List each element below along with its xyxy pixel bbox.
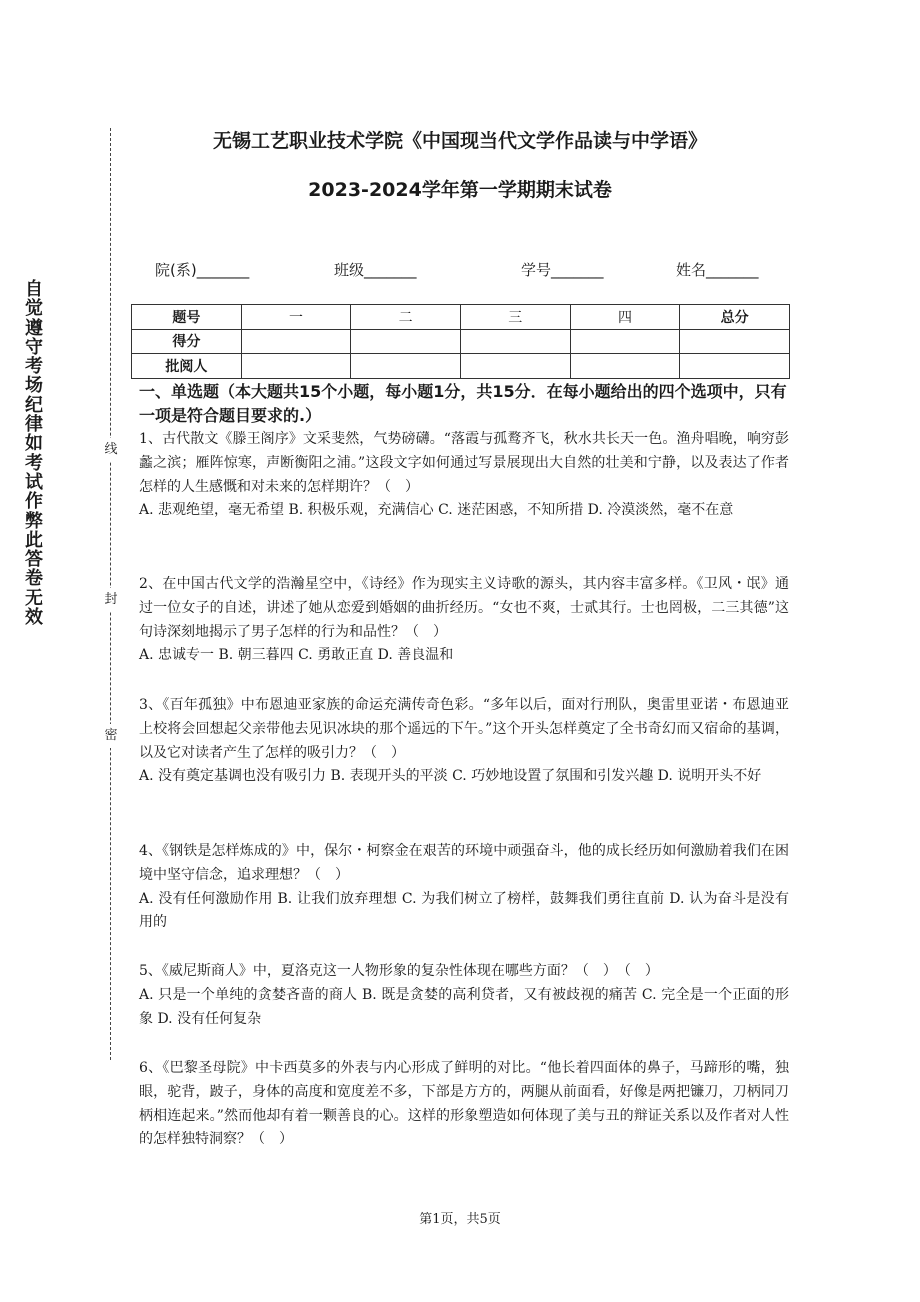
score-table-header-row xyxy=(132,305,790,330)
header-cell-question-no: 题号 xyxy=(132,305,242,330)
score-cell[interactable] xyxy=(570,329,680,354)
score-cell[interactable] xyxy=(241,329,351,354)
question-stem: 2、在中国古代文学的浩瀚星空中，《诗经》作为现实主义诗歌的源头，其内容丰富多样。《卫风・氓》通过一位女子的自述，讲述了她从恋爱到婚姻的曲折经历。“女也不爽，士贰其行。士也罔极，二三其德”这句诗深刻地揭示了男子怎样的行为和品性？（ ） xyxy=(139,576,789,640)
question-options: A. 悲观绝望，毫无希望 B. 积极乐观，充满信心 C. 迷茫困惑，不知所措 D. 冷漠淡然，毫不在意 xyxy=(139,502,734,519)
header-cell-total: 总分 xyxy=(680,305,790,330)
reviewer-row xyxy=(132,354,790,379)
question-stem: 6、《巴黎圣母院》中卡西莫多的外表与内心形成了鲜明的对比。“他长着四面体的鼻子，马蹄形的嘴，独眼，驼背，跛子，身体的高度和宽度差不多，下部是方方的，两腿从前面看，好像是两把镰刀，刀柄同刀柄相连起来。”然而他却有着一颗善良的心。这样的形象塑造如何体现了美与丑的辩证关系以及作者对人性的怎样独特洞察？（ ） xyxy=(139,1060,789,1148)
page-number: 第1页，共5页 xyxy=(419,1212,501,1227)
cut-label-seal: 封 xyxy=(104,588,118,612)
question-stem: 1、古代散文《滕王阁序》文采斐然，气势磅礴。“落霞与孤鹜齐飞，秋水共长天一色。渔舟唱晚，响穷彭蠡之滨；雁阵惊寒，声断衡阳之浦。”这段文字如何通过写景展现出大自然的壮美和宁静，以及表达了作者怎样的人生感慨和对未来的怎样期许？（ ） xyxy=(139,431,789,495)
score-cell[interactable] xyxy=(351,329,461,354)
cut-label-secret: 密 xyxy=(104,724,118,748)
question-options: A. 没有任何激励作用 B. 让我们放弃理想 C. 为我们树立了榜样，鼓舞我们勇往直前 D. 认为奋斗是没有用的 xyxy=(139,890,789,931)
question-2 xyxy=(139,573,789,668)
score-row xyxy=(132,329,790,354)
question-5 xyxy=(139,960,789,1031)
score-table xyxy=(131,304,790,379)
question-4 xyxy=(139,840,789,935)
question-3 xyxy=(139,694,789,789)
reviewer-cell[interactable] xyxy=(570,354,680,379)
reviewer-cell[interactable] xyxy=(680,354,790,379)
name-field[interactable]: 姓名_______ xyxy=(676,261,759,279)
question-stem: 3、《百年孤独》中布恩迪亚家族的命运充满传奇色彩。“多年以后，面对行刑队，奥雷里亚诺・布恩迪亚上校将会回想起父亲带他去见识冰块的那个遥远的下午。”这个开头怎样奠定了全书奇幻而又宿命的基调，以及它对读者产生了怎样的吸引力？（ ） xyxy=(139,697,789,761)
reviewer-cell[interactable] xyxy=(351,354,461,379)
exam-discipline-notice: 自觉遵守考场纪律如考试作弊此答卷无效 xyxy=(25,279,43,629)
header-cell-1: 一 xyxy=(241,305,351,330)
reviewer-cell[interactable] xyxy=(241,354,351,379)
question-1 xyxy=(139,428,789,523)
score-row-label: 得分 xyxy=(132,329,242,354)
question-stem: 5、《威尼斯商人》中，夏洛克这一人物形象的复杂性体现在哪些方面？（ ） （ ） xyxy=(139,963,659,979)
student-id-field[interactable]: 学号_______ xyxy=(521,261,604,279)
question-options: A. 只是一个单纯的贪婪吝啬的商人 B. 既是贪婪的高利贷者，又有被歧视的痛苦 C. 完全是一个正面的形象 D. 没有任何复杂 xyxy=(139,986,789,1027)
exam-title-line2: 2023-2024学年第一学期期末试卷 xyxy=(308,179,612,201)
header-cell-4: 四 xyxy=(570,305,680,330)
reviewer-cell[interactable] xyxy=(460,354,570,379)
section-heading: 一、单选题（本大题共15个小题，每小题1分，共15分．在每小题给出的四个选项中，只有一项是符合题目要求的.） xyxy=(139,382,787,425)
reviewer-row-label: 批阅人 xyxy=(132,354,242,379)
header-cell-2: 二 xyxy=(351,305,461,330)
question-options: A. 没有奠定基调也没有吸引力 B. 表现开头的平淡 C. 巧妙地设置了氛围和引发兴趣 D. 说明开头不好 xyxy=(139,768,762,785)
question-stem: 4、《钢铁是怎样炼成的》中，保尔・柯察金在艰苦的环境中顽强奋斗，他的成长经历如何激励着我们在困境中坚守信念，追求理想？（ ） xyxy=(139,843,789,883)
header-cell-3: 三 xyxy=(460,305,570,330)
cut-label-line: 线 xyxy=(104,438,118,462)
score-cell[interactable] xyxy=(680,329,790,354)
score-cell[interactable] xyxy=(460,329,570,354)
exam-title-line1: 无锡工艺职业技术学院《中国现当代文学作品读与中学语》 xyxy=(212,130,707,152)
class-field[interactable]: 班级_______ xyxy=(334,261,417,279)
question-options: A. 忠诚专一 B. 朝三暮四 C. 勇敢正直 D. 善良温和 xyxy=(139,647,454,664)
question-6 xyxy=(139,1057,789,1152)
department-field[interactable]: 院(系)_______ xyxy=(155,261,250,279)
